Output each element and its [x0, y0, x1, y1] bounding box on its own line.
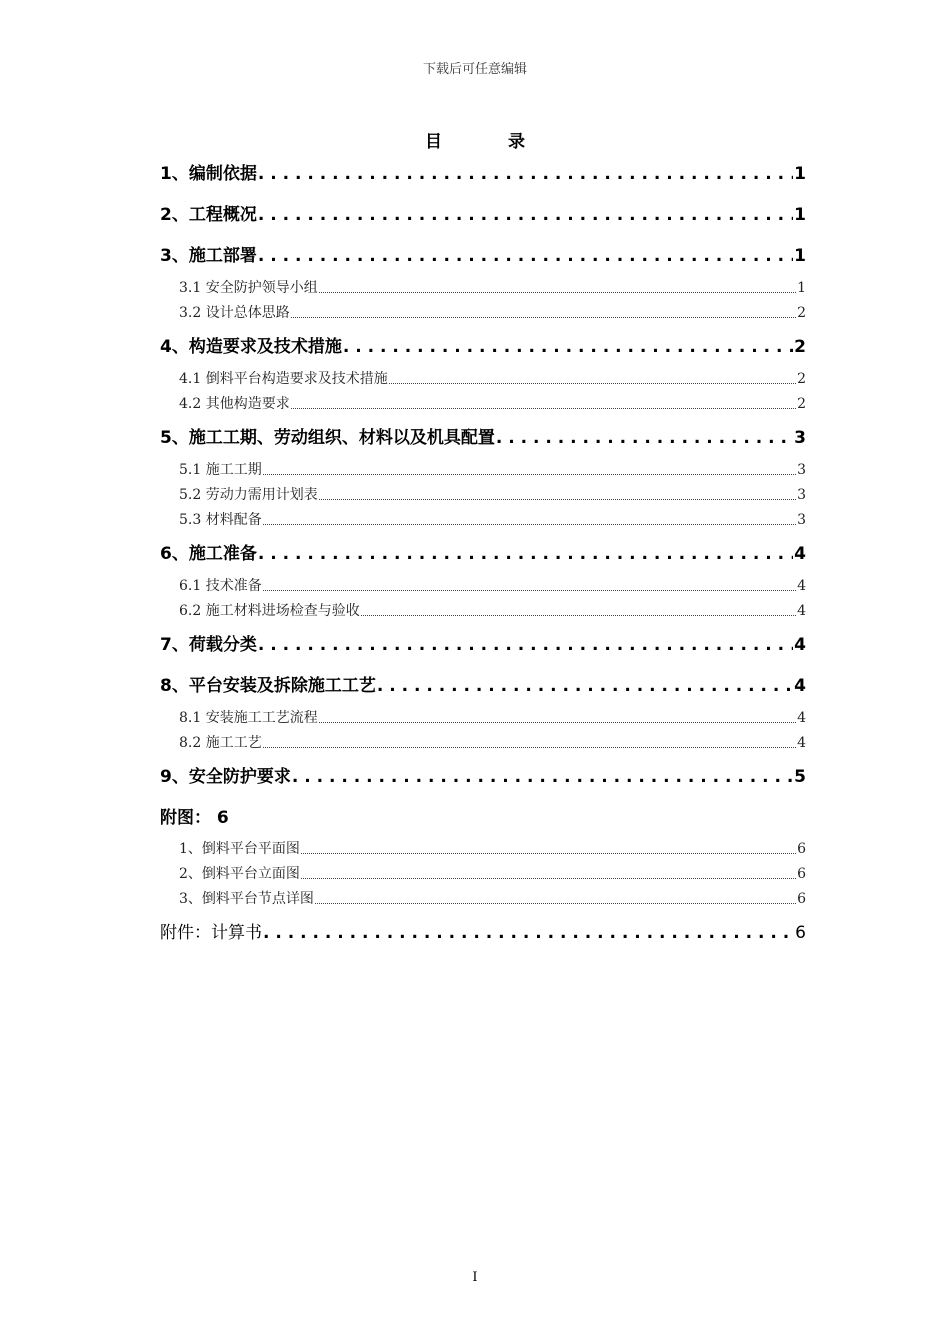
toc-subentry-page: 6: [797, 841, 806, 857]
dot-leader: [263, 589, 796, 591]
toc-title: 目 录: [425, 132, 555, 152]
toc-entry-text: 1、编制依据: [160, 164, 257, 184]
toc-subentry-page: 6: [797, 891, 806, 907]
toc-subentry-page: 6: [797, 866, 806, 882]
toc-entry[interactable]: [160, 159, 806, 184]
toc-subentry[interactable]: [179, 888, 806, 908]
dot-leader: [319, 721, 796, 723]
toc-subentry-text: 6.2 施工材料进场检查与验收: [179, 603, 360, 619]
page-header: 下载后可任意编辑: [422, 62, 527, 77]
toc-subentry[interactable]: [179, 459, 806, 479]
toc-subentry[interactable]: [179, 707, 806, 727]
dot-leader: [258, 544, 793, 564]
toc-entry-page: 4: [794, 676, 806, 696]
toc-entry-text: 4、构造要求及技术措施: [160, 337, 342, 357]
toc-subentry-text: 3.2 设计总体思路: [179, 305, 290, 321]
toc-entry-page: 1: [794, 205, 806, 225]
toc-entry-page: 6: [795, 923, 806, 943]
toc-subentry-text: 5.1 施工工期: [179, 462, 262, 478]
toc-entry-text: 附图： 6: [160, 808, 229, 828]
dot-leader: [319, 291, 796, 293]
toc-entry[interactable]: [160, 423, 806, 448]
toc-subentry-text: 4.2 其他构造要求: [179, 396, 290, 412]
toc-subentry-page: 4: [797, 735, 806, 751]
toc-entry[interactable]: [160, 539, 806, 564]
toc-entry-text: 附件：计算书: [160, 923, 262, 943]
toc-subentry-page: 2: [797, 305, 806, 321]
toc-entry-page: 4: [794, 544, 806, 564]
toc-subentry-page: 4: [797, 710, 806, 726]
toc-entry-text: 8、平台安装及拆除施工工艺: [160, 676, 376, 696]
toc-subentry[interactable]: [179, 393, 806, 413]
dot-leader: [389, 382, 796, 384]
dot-leader: [301, 852, 796, 854]
toc-appendix-heading[interactable]: [160, 803, 806, 828]
toc-subentry-page: 2: [797, 396, 806, 412]
dot-leader: [258, 164, 793, 184]
page-number: I: [472, 1270, 478, 1285]
dot-leader: [292, 767, 793, 787]
toc-subentry-text: 2、倒料平台立面图: [179, 866, 300, 882]
toc-subentry-page: 2: [797, 371, 806, 387]
toc-subentry[interactable]: [179, 732, 806, 752]
toc-subentry-page: 3: [797, 462, 806, 478]
toc-entry-text: 9、安全防护要求: [160, 767, 291, 787]
toc-entry[interactable]: [160, 200, 806, 225]
dot-leader: [377, 676, 793, 696]
toc-subentry-text: 4.1 倒料平台构造要求及技术措施: [179, 371, 388, 387]
toc-entry[interactable]: [160, 630, 806, 655]
toc-subentry[interactable]: [179, 302, 806, 322]
toc-entry-text: 7、荷载分类: [160, 635, 257, 655]
toc-subentry[interactable]: [179, 509, 806, 529]
toc-subentry[interactable]: [179, 484, 806, 504]
toc-entry-text: 5、施工工期、劳动组织、材料以及机具配置: [160, 428, 495, 448]
toc-entry-text: 3、施工部署: [160, 246, 257, 266]
toc-subentry-text: 6.1 技术准备: [179, 578, 262, 594]
toc-subentry-page: 3: [797, 512, 806, 528]
toc-entry[interactable]: [160, 918, 806, 943]
toc-subentry[interactable]: [179, 600, 806, 620]
toc-entry-text: 6、施工准备: [160, 544, 257, 564]
dot-leader: [263, 746, 796, 748]
toc-entry[interactable]: [160, 241, 806, 266]
toc-subentry-text: 3.1 安全防护领导小组: [179, 280, 318, 296]
toc-subentry[interactable]: [179, 575, 806, 595]
dot-leader: [258, 635, 793, 655]
toc-subentry-page: 1: [797, 280, 806, 296]
dot-leader: [258, 205, 793, 225]
toc-entry-page: 3: [794, 428, 806, 448]
toc-subentry[interactable]: [179, 863, 806, 883]
toc-subentry-text: 8.1 安装施工工艺流程: [179, 710, 318, 726]
toc-entry-page: 2: [794, 337, 806, 357]
dot-leader: [361, 614, 796, 616]
dot-leader: [319, 498, 796, 500]
dot-leader: [291, 316, 796, 318]
dot-leader: [291, 407, 796, 409]
dot-leader: [496, 428, 793, 448]
toc-entry[interactable]: [160, 671, 806, 696]
toc-subentry-text: 1、倒料平台平面图: [179, 841, 300, 857]
toc-entry-page: 1: [794, 164, 806, 184]
toc-entry[interactable]: [160, 762, 806, 787]
toc-subentry[interactable]: [179, 838, 806, 858]
toc-subentry-text: 5.2 劳动力需用计划表: [179, 487, 318, 503]
dot-leader: [343, 337, 793, 357]
toc-subentry-page: 4: [797, 578, 806, 594]
toc-subentry[interactable]: [179, 277, 806, 297]
dot-leader: [263, 923, 794, 943]
dot-leader: [263, 473, 796, 475]
toc-subentry-page: 4: [797, 603, 806, 619]
toc-entry-page: 4: [794, 635, 806, 655]
toc-subentry-text: 8.2 施工工艺: [179, 735, 262, 751]
toc-subentry-page: 3: [797, 487, 806, 503]
dot-leader: [301, 877, 796, 879]
toc-entry[interactable]: [160, 332, 806, 357]
toc-entry-page: 1: [794, 246, 806, 266]
toc-entry-text: 2、工程概况: [160, 205, 257, 225]
toc-subentry-text: 3、倒料平台节点详图: [179, 891, 314, 907]
toc-subentry-text: 5.3 材料配备: [179, 512, 262, 528]
toc-subentry[interactable]: [179, 368, 806, 388]
dot-leader: [258, 246, 793, 266]
dot-leader: [263, 523, 796, 525]
toc-entry-page: 5: [794, 767, 806, 787]
dot-leader: [315, 902, 796, 904]
